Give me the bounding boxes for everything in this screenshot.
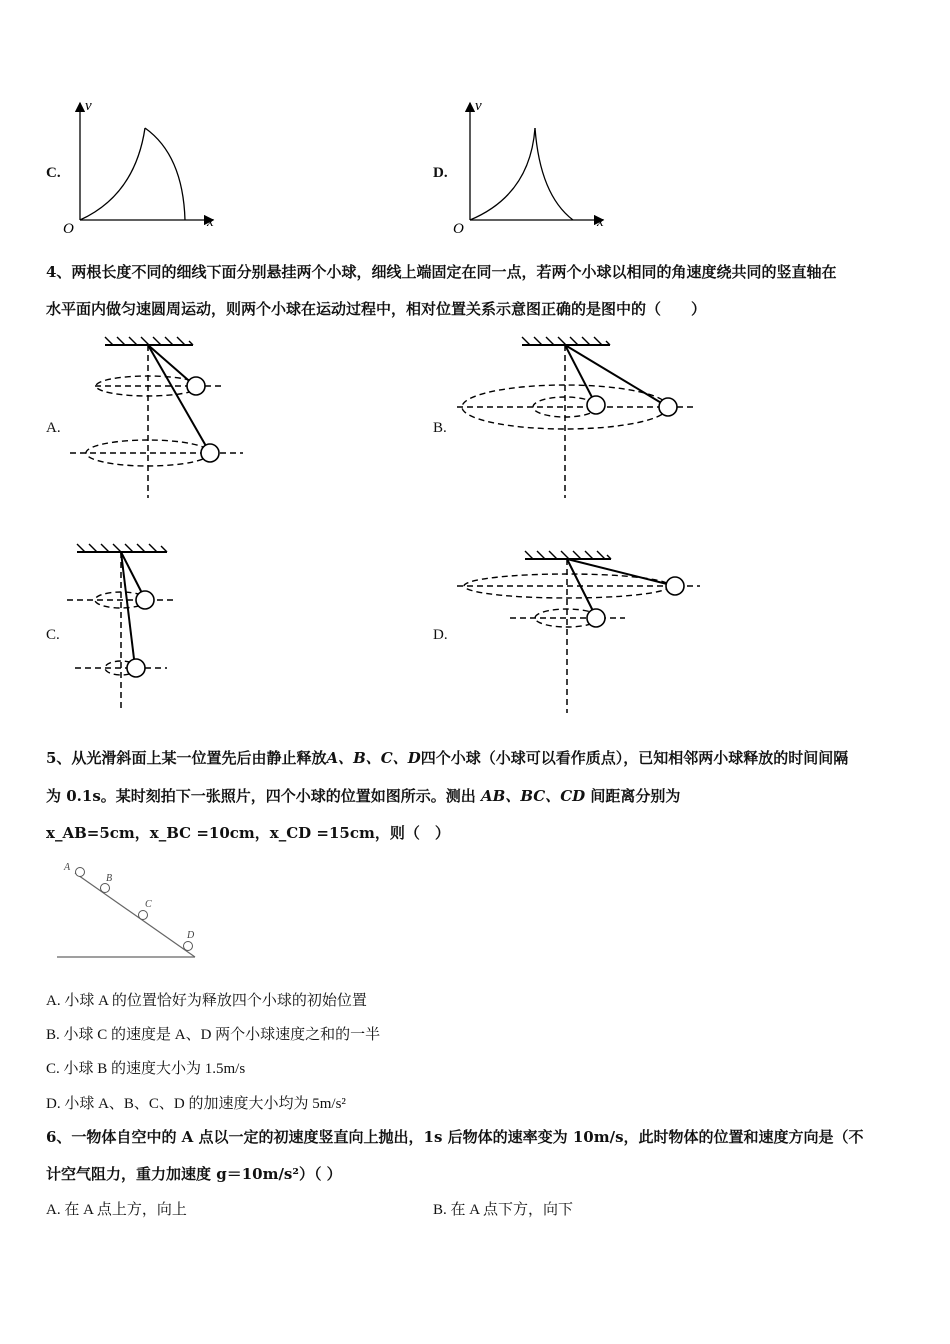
q4-option-a-label: A. [46,420,61,436]
q5-incline-figure [55,855,205,965]
q5-fig-label-c: C [145,899,152,910]
graph-c [55,95,225,240]
q5-stem-line1-vars: A、B、C、D [326,749,421,767]
q5-fig-label-b: B [106,873,113,884]
q4-option-d-label: D. [433,627,448,643]
graph-d-label: D. [433,165,448,181]
q5-fig-label-a: A [64,862,71,873]
q4-figure-a [65,330,250,500]
q4-figure-b [455,330,700,500]
q5-choice-b: B. 小球 C 的速度是 A、D 两个小球速度之和的一半 [46,1027,381,1043]
q4-figure-d [455,545,705,715]
q4-figure-c [65,538,185,713]
q5-choice-a: A. 小球 A 的位置恰好为释放四个小球的初始位置 [46,993,367,1009]
q5-fig-label-d: D [187,930,195,941]
graph-d-axis-v: v [475,98,482,114]
q5-stem-line3: x_AB=5cm，x_BC =10cm，x_CD =15cm，则（ ） [46,824,450,842]
q5-stem-line1-post: 四个小球（小球可以看作质点），已知相邻两小球释放的时间间隔 [420,749,849,767]
graph-d-origin: O [453,221,464,237]
graph-d-axis-x: x [597,214,604,230]
q4-stem-line2: 水平面内做匀速圆周运动，则两个小球在运动过程中，相对位置关系示意图正确的是图中的（ ） [46,300,707,318]
q5-stem-line2 [46,785,680,806]
q5-stem-line1-pre: 5、从光滑斜面上某一位置先后由静止释放 [46,749,327,767]
q6-choice-b: B. 在 A 点下方，向下 [433,1202,574,1218]
graph-c-axis-v: v [85,98,92,114]
q4-stem-line1: 4、两根长度不同的细线下面分别悬挂两个小球，细线上端固定在同一点，若两个小球以相同的角速度绕共同的竖直轴在 [46,263,837,281]
q4-option-c-label: C. [46,627,60,643]
q5-stem-line2-vars: AB、BC、CD [481,787,586,805]
q6-choice-a: A. 在 A 点上方，向上 [46,1202,187,1218]
graph-c-axis-x: x [207,214,214,230]
q5-choice-c: C. 小球 B 的速度大小为 1.5m/s [46,1061,246,1077]
q5-stem-line1 [46,747,848,768]
graph-d [445,95,615,240]
graph-c-origin: O [63,221,74,237]
graph-c-label: C. [46,165,61,181]
q5-stem-line2-pre: 为 0.1s。某时刻拍下一张照片，四个小球的位置如图所示。测出 [46,787,476,805]
q6-stem-line2: 计空气阻力，重力加速度 g＝10m/s²）（ ） [46,1165,342,1183]
q5-choice-d: D. 小球 A、B、C、D 的加速度大小均为 5m/s² [46,1096,346,1112]
q4-option-b-label: B. [433,420,447,436]
q5-stem-line2-post: 间距离分别为 [590,787,681,805]
q6-stem-line1: 6、一物体自空中的 A 点以一定的初速度竖直向上抛出，1s 后物体的速率变为 10m/s，此时物体的位置和速度方向是（不 [46,1128,864,1146]
